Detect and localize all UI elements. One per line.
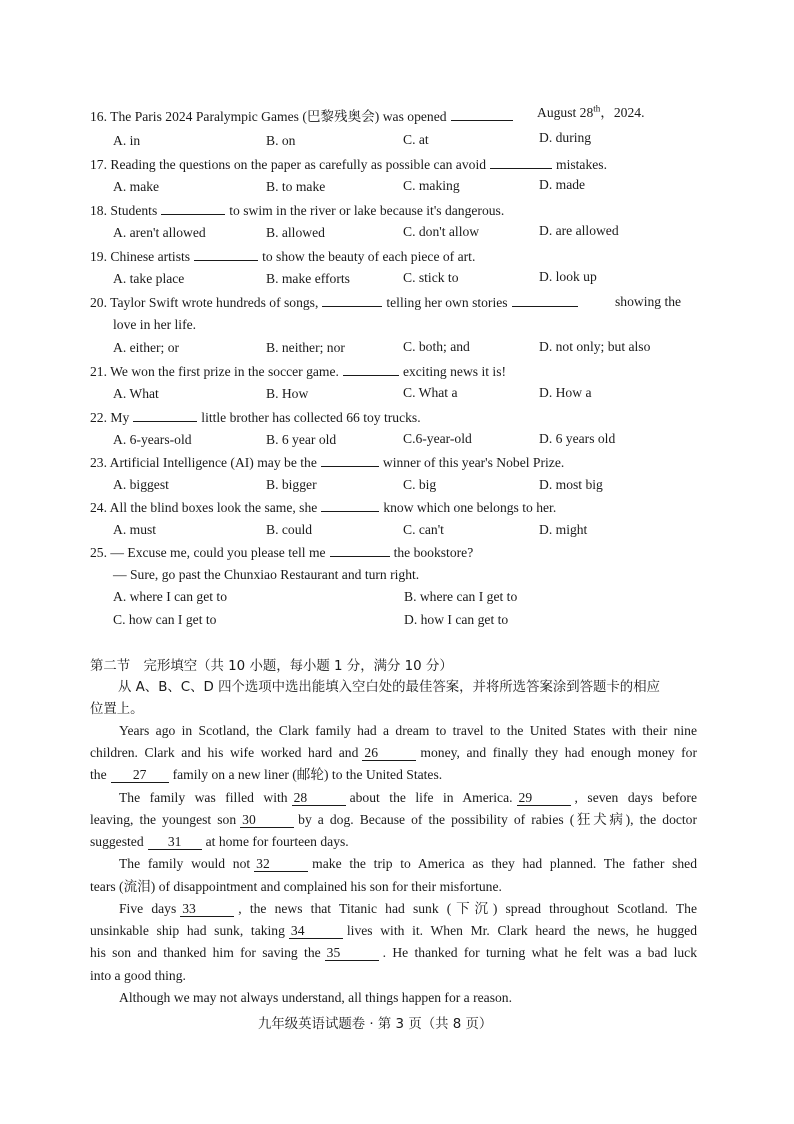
option: D. might [539,522,588,537]
blank-29: 29 [517,790,571,806]
answer-blank [194,247,258,261]
blank-28: 28 [292,790,346,806]
option: A. where I can get to [113,589,227,604]
passage-line: Although we may not always understand, all things happen for a reason. [119,990,512,1005]
answer-blank [322,293,382,307]
question-16-tail: August 28th，2024. [537,103,645,120]
option: C. how can I get to [113,612,217,627]
question-23: 23. Artificial Intelligence (AI) may be the winner of this year's Nobel Prize. [90,455,565,470]
option: A. must [113,522,157,537]
answer-blank [512,293,578,307]
option: D. during [539,130,592,145]
passage-line: Years ago in Scotland, the Clark family had a dream to travel to the United States with their nine [119,723,697,738]
option: B. could [266,522,313,537]
option: B. to make [266,179,326,194]
passage-line: Five days 33 , the news that Titanic had sunk (下沉) spread throughout Scotland. The [119,901,697,916]
option: A. biggest [113,477,169,492]
option: A. aren't allowed [113,225,206,240]
question-25: 25. — Excuse me, could you please tell me the bookstore? [90,545,474,560]
option: C. making [403,178,460,193]
blank-33: 33 [180,901,234,917]
option: C. at [403,132,429,147]
section-instruction-line1: 从 A、B、C、D 四个选项中选出能填入空白处的最佳答案，并将所选答案涂到答题卡的相应 [118,680,660,695]
option: B. make efforts [266,271,350,286]
option: A. either; or [113,340,180,355]
option: C. don't allow [403,224,480,239]
blank-34: 34 [289,923,343,939]
passage-line: into a good thing. [90,968,186,983]
option: B. where can I get to [404,589,518,604]
option: A. in [113,133,141,148]
option: B. on [266,133,296,148]
answer-blank [321,453,379,467]
answer-blank [490,155,552,169]
passage-line: suggested 31 at home for fourteen days. [90,834,349,849]
question-21: 21. We won the first prize in the soccer game. exciting news it is! [90,364,507,379]
option: A. take place [113,271,185,286]
passage-line: his son and thanked him for saving the 35 . He thanked for turning what he felt was a bad luck [90,945,697,960]
question-22: 22. My little brother has collected 66 toy trucks. [90,410,421,425]
option: A. What [113,386,159,401]
blank-30: 30 [240,812,294,828]
question-24: 24. All the blind boxes look the same, she know which one belongs to her. [90,500,557,515]
passage-line: the 27 family on a new liner (邮轮) to the United States. [90,767,443,782]
answer-blank [343,362,399,376]
option: D. not only; but also [539,339,651,354]
option: B. neither; nor [266,340,345,355]
option: A. make [113,179,160,194]
passage-line: The family was filled with 28 about the life in America. 29 , seven days before [119,790,697,805]
blank-31: 31 [148,834,202,850]
option: C.6-year-old [403,431,472,446]
question-18: 18. Students to swim in the river or lake because it's dangerous. [90,203,505,218]
passage-line: The family would not 32 make the trip to America as they had planned. The father shed [119,856,698,871]
option: B. allowed [266,225,325,240]
option: D. most big [539,477,603,492]
passage-line: children. Clark and his wife worked hard and 26 money, and finally they had enough money for [90,745,697,760]
option: B. bigger [266,477,317,492]
blank-27: 27 [111,767,169,783]
page-footer: 九年级英语试题卷 · 第 3 页（共 8 页） [258,1017,493,1032]
answer-blank [321,498,379,512]
passage-line: unsinkable ship had sunk, taking 34 lives with it. When Mr. Clark heard the news, he hugged [90,923,697,938]
question-25-reply: — Sure, go past the Chunxiao Restaurant and turn right. [113,567,420,582]
option: D. look up [539,269,597,284]
question-20: 20. Taylor Swift wrote hundreds of songs, telling her own stories [90,293,582,312]
question-20-tail: showing the [615,294,682,309]
answer-blank [161,201,225,215]
blank-26: 26 [362,745,416,761]
section-instruction-line2: 位置上。 [90,702,144,717]
option: D. made [539,177,586,192]
question-16: 16. The Paris 2024 Paralympic Games (巴黎残奥会) was opened [90,107,517,126]
section-title: 第二节 完形填空（共 10 小题，每小题 1 分，满分 10 分） [90,659,453,674]
option: C. can't [403,522,444,537]
option: D. How a [539,385,592,400]
passage-line: tears (流泪) of disappointment and complained his son for their misfortune. [90,879,502,894]
option: D. 6 years old [539,431,616,446]
option: A. 6-years-old [113,432,192,447]
blank-35: 35 [325,945,379,961]
answer-blank [330,543,390,557]
question-17: 17. Reading the questions on the paper as carefully as possible can avoid mistakes. [90,157,607,172]
blank-32: 32 [254,856,308,872]
passage-line: leaving, the youngest son 30 by a dog. Because of the possibility of rabies (狂犬病), the doctor [90,812,697,827]
question-20-continuation: love in her life. [113,317,197,332]
answer-blank [133,408,197,422]
option: C. big [403,477,437,492]
option: C. What a [403,385,458,400]
option: B. 6 year old [266,432,337,447]
option: C. both; and [403,339,470,354]
answer-blank [451,107,513,121]
option: B. How [266,386,309,401]
option: D. are allowed [539,223,619,238]
option: D. how I can get to [404,612,509,627]
option: C. stick to [403,270,459,285]
question-19: 19. Chinese artists to show the beauty of each piece of art. [90,249,476,264]
